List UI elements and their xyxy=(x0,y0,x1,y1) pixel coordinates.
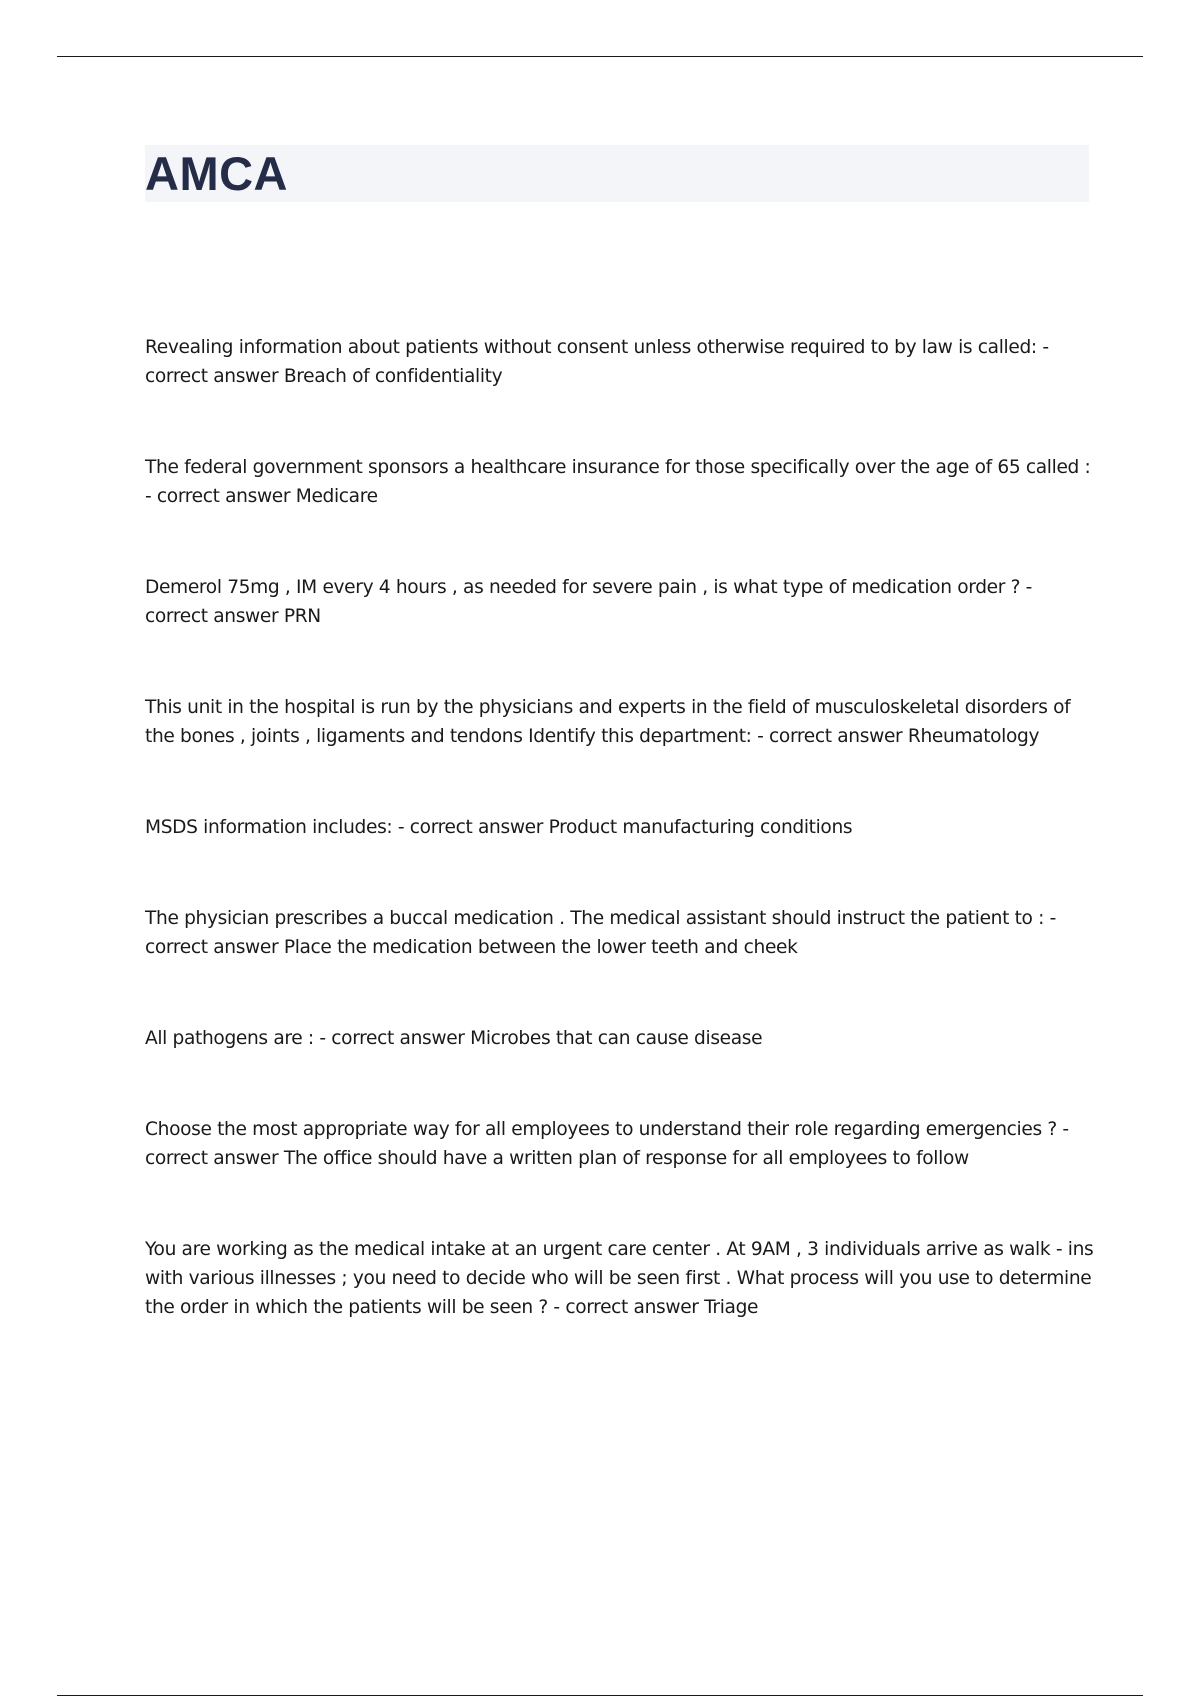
qa-item-5: MSDS information includes: - correct answer Product manufacturing conditions xyxy=(145,817,853,838)
bottom-rule xyxy=(57,1695,1143,1696)
top-rule xyxy=(57,56,1143,57)
document-title: AMCA xyxy=(145,147,288,200)
qa-item-2: The federal government sponsors a healthcare insurance for those specifically over the age of 65 called : - correct answer Medicare xyxy=(145,457,1091,507)
qa-item-7: All pathogens are : - correct answer Microbes that can cause disease xyxy=(145,1028,763,1049)
qa-item-9: You are working as the medical intake at an urgent care center . At 9AM , 3 individuals arrive as walk - ins with various illnesses ; you need to decide who will be seen first . What process will you use to determine the order in which the patients will be seen ? - correct answer Triage xyxy=(145,1239,1094,1318)
qa-item-3: Demerol 75mg , IM every 4 hours , as needed for severe pain , is what type of medication order ? - correct answer PRN xyxy=(145,577,1033,627)
qa-item-1: Revealing information about patients without consent unless otherwise required to by law is called: - correct answer Breach of confidentiality xyxy=(145,337,1049,387)
qa-item-6: The physician prescribes a buccal medication . The medical assistant should instruct the patient to : - correct answer Place the medication between the lower teeth and cheek xyxy=(145,908,1056,958)
qa-list xyxy=(145,333,1095,1384)
qa-item-8: Choose the most appropriate way for all employees to understand their role regarding emergencies ? - correct answer The office should have a written plan of response for all employees to follow xyxy=(145,1119,1069,1169)
qa-item-4: This unit in the hospital is run by the physicians and experts in the field of musculoskeletal disorders of the bones , joints , ligaments and tendons Identify this department: - correct answer Rheumatology xyxy=(145,697,1071,747)
